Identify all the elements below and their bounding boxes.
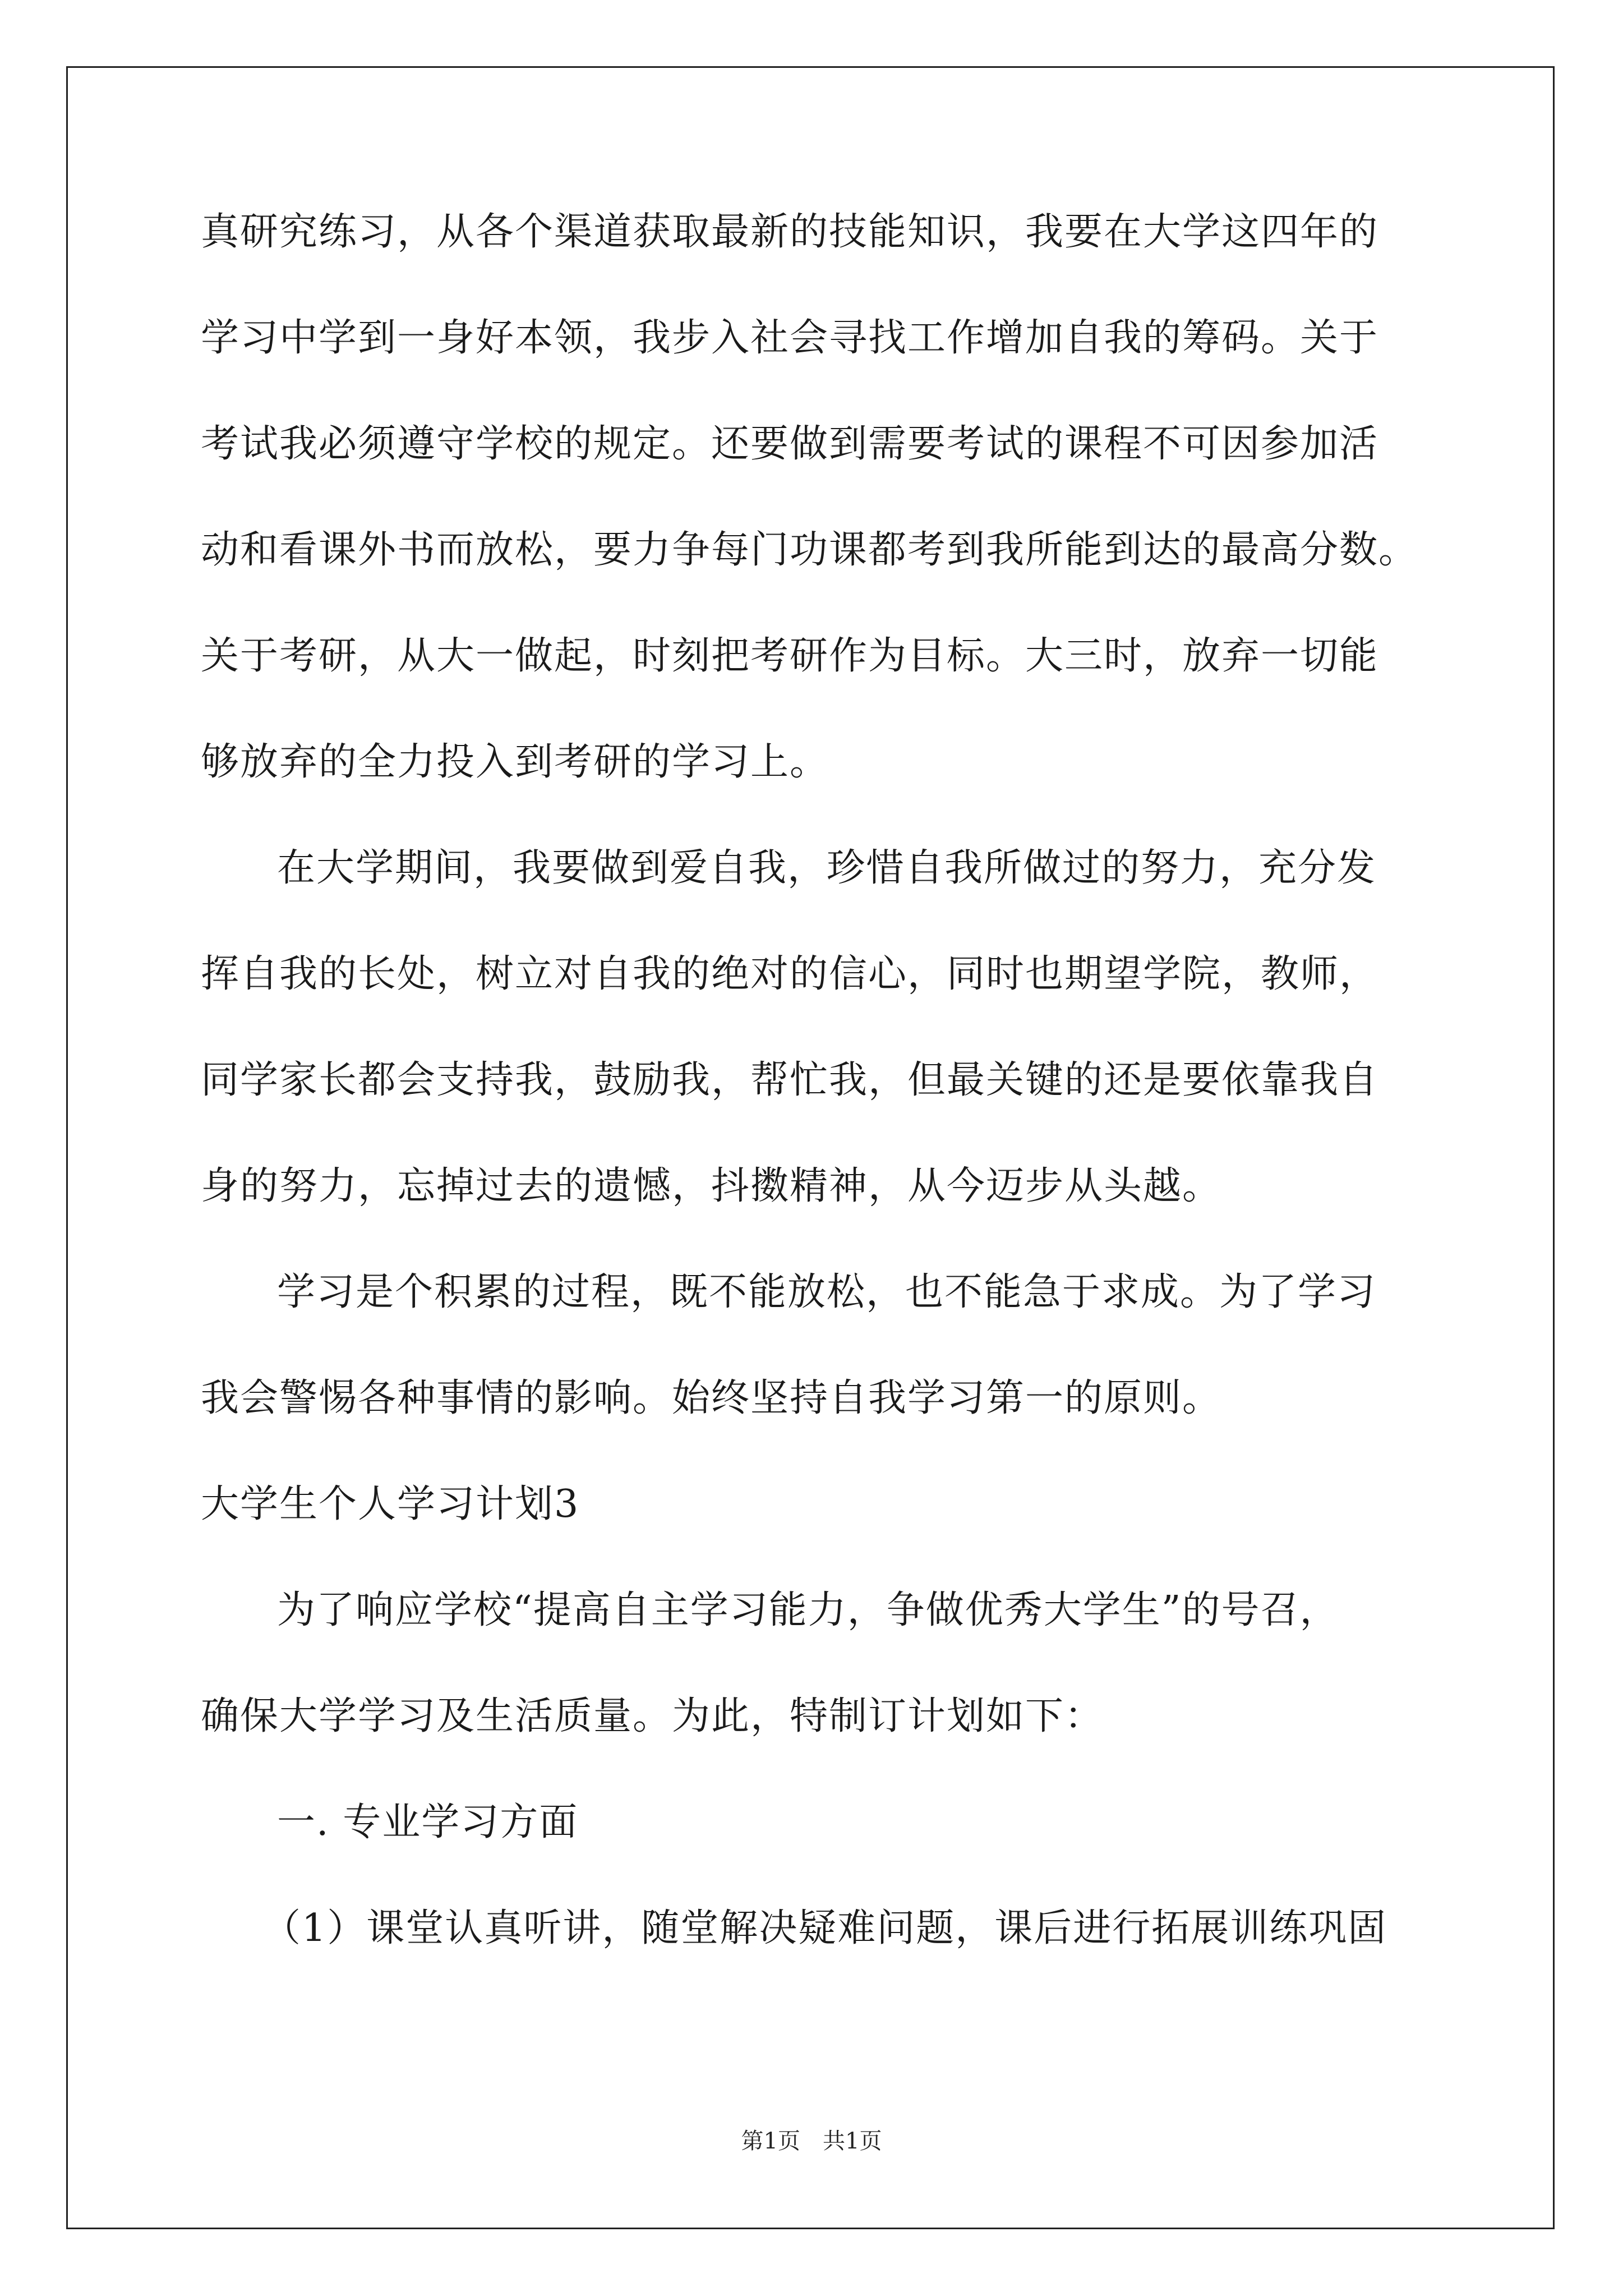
text-line: 考试我必须遵守学校的规定。还要做到需要考试的课程不可因参加活 bbox=[201, 422, 1379, 466]
subsection-heading: 一. 专业学习方面 bbox=[277, 1800, 579, 1844]
text-line: 我会警惕各种事情的影响。始终坚持自我学习第一的原则。 bbox=[201, 1376, 1222, 1420]
section-heading: 大学生个人学习计划3 bbox=[201, 1482, 580, 1526]
text-line: 同学家长都会支持我，鼓励我，帮忙我，但最关键的还是要依靠我自 bbox=[201, 1058, 1379, 1102]
page-border bbox=[66, 66, 1555, 2229]
list-item-line: （1）课堂认真听讲，随堂解决疑难问题，课后进行拓展训练巩固 bbox=[262, 1906, 1387, 1950]
text-line: 确保大学学习及生活质量。为此，特制订计划如下： bbox=[201, 1694, 1104, 1738]
text-line: 动和看课外书而放松，要力争每门功课都考到我所能到达的最高分数。 bbox=[201, 528, 1418, 572]
page-number-footer: 第1页 共1页 bbox=[741, 2128, 882, 2154]
text-line: 关于考研，从大一做起，时刻把考研作为目标。大三时，放弃一切能 bbox=[201, 634, 1379, 678]
paragraph-start-line: 在大学期间，我要做到爱自我，珍惜自我所做过的努力，充分发 bbox=[277, 846, 1377, 890]
text-line: 挥自我的长处，树立对自我的绝对的信心，同时也期望学院，教师， bbox=[201, 952, 1379, 996]
text-line: 身的努力，忘掉过去的遗憾，抖擞精神，从今迈步从头越。 bbox=[201, 1164, 1222, 1208]
paragraph-start-line: 为了响应学校“提高自主学习能力，争做优秀大学生”的号召， bbox=[277, 1588, 1339, 1632]
text-line: 学习中学到一身好本领，我步入社会寻找工作增加自我的筹码。关于 bbox=[201, 316, 1379, 360]
paragraph-start-line: 学习是个积累的过程，既不能放松，也不能急于求成。为了学习 bbox=[277, 1270, 1377, 1314]
text-line: 够放弃的全力投入到考研的学习上。 bbox=[201, 740, 829, 784]
text-line: 真研究练习，从各个渠道获取最新的技能知识，我要在大学这四年的 bbox=[201, 210, 1379, 254]
